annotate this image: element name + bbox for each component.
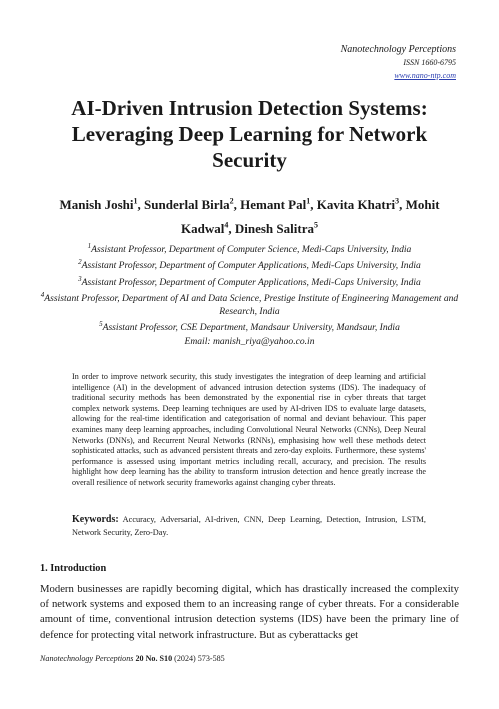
affiliation: $^1$Assistant Professor, Department of Computer Science, Medi-Caps University, India [87, 242, 412, 256]
paper-title: AI-Driven Intrusion Detection Systems: Leveraging Deep Learning for Network Security [71, 96, 428, 172]
abstract: In order to improve network security, this study investigates the integration of deep learning and artificial intelligence (AI) in the development of advanced intrusion detection systems (IDS). The inadequacy of traditional security methods has been demonstrated by the exponential rise in cyber threats that target complex network systems. Deep learning techniques are used by AI-driven IDS to evaluate large datasets, allowing for the real-time identification and categorisation of normal and deviant behaviour. This paper examines many deep learning approaches, including Convolutional Neural Networks (CNNs), Deep Neural Networks (DNNs), and Recurrent Neural Networks (RNNs), emphasising how well these methods detect sophisticated attacks, such as advanced persistent threats and zero-day exploits. Furthermore, these systems' performance is assessed using important metrics including recall, accuracy, and precision. The results highlight how deep learning has the ability to transform intrusion detection and hence greatly increase the overall resilience of network security frameworks against changing cyber threats. [72, 372, 426, 487]
introduction-text: Modern businesses are rapidly becoming digital, which has drastically increased the complexity of network systems and exposed them to an increasing range of cyber threats. For a considerable amount of time, conventional intrusion detection systems (IDS) have been the primary line of defence for protecting vital network infrastructure. But as cyberattacks get [40, 583, 459, 641]
keywords-label: Keywords: [72, 514, 119, 525]
affiliation: $^3$Assistant Professor, Department of Computer Applications, Medi-Caps University, India [78, 274, 421, 288]
issn: ISSN 1660-6795 [403, 58, 456, 67]
page-footer [40, 654, 225, 663]
footer-pages: (2024) 573-585 [174, 654, 225, 663]
author: Mohit Kadwal$^4$, [181, 197, 440, 236]
affiliation: $^2$Assistant Professor, Department of Computer Applications, Medi-Caps University, India [78, 258, 421, 272]
keywords-text: Accuracy, Adversarial, AI-driven, CNN, Deep Learning, Detection, Intrusion, LSTM, Network Security, Zero-Day. [72, 515, 426, 537]
author: Sunderlal Birla$^2$, [144, 197, 241, 213]
journal-url-link[interactable]: www.nano-ntp.com [394, 71, 456, 80]
footer-volume: 20 No. S10 [135, 654, 173, 663]
author: Hemant Pal$^1$, [240, 197, 317, 213]
contact-email: Email: manish_riya@yahoo.co.in [184, 335, 315, 347]
affiliation: $^5$Assistant Professor, CSE Department, Mandsaur University, Mandsaur, India [99, 320, 400, 334]
author-list [40, 192, 459, 239]
journal-header [341, 43, 456, 82]
section-heading: 1. Introduction [40, 563, 107, 574]
author: Dinesh Salitra$^5$ [234, 220, 318, 236]
author: Manish Joshi$^1$, [59, 197, 145, 213]
journal-name: Nanotechnology Perceptions [340, 44, 456, 55]
affiliations [40, 240, 459, 348]
footer-journal: Nanotechnology Perceptions [40, 654, 134, 663]
keywords [72, 514, 426, 539]
affiliation: $^4$Assistant Professor, Department of AI and Data Science, Prestige Institute of Engineering Management and Research, India [40, 290, 459, 318]
author: Kavita Khatri$^3$, [316, 197, 406, 213]
